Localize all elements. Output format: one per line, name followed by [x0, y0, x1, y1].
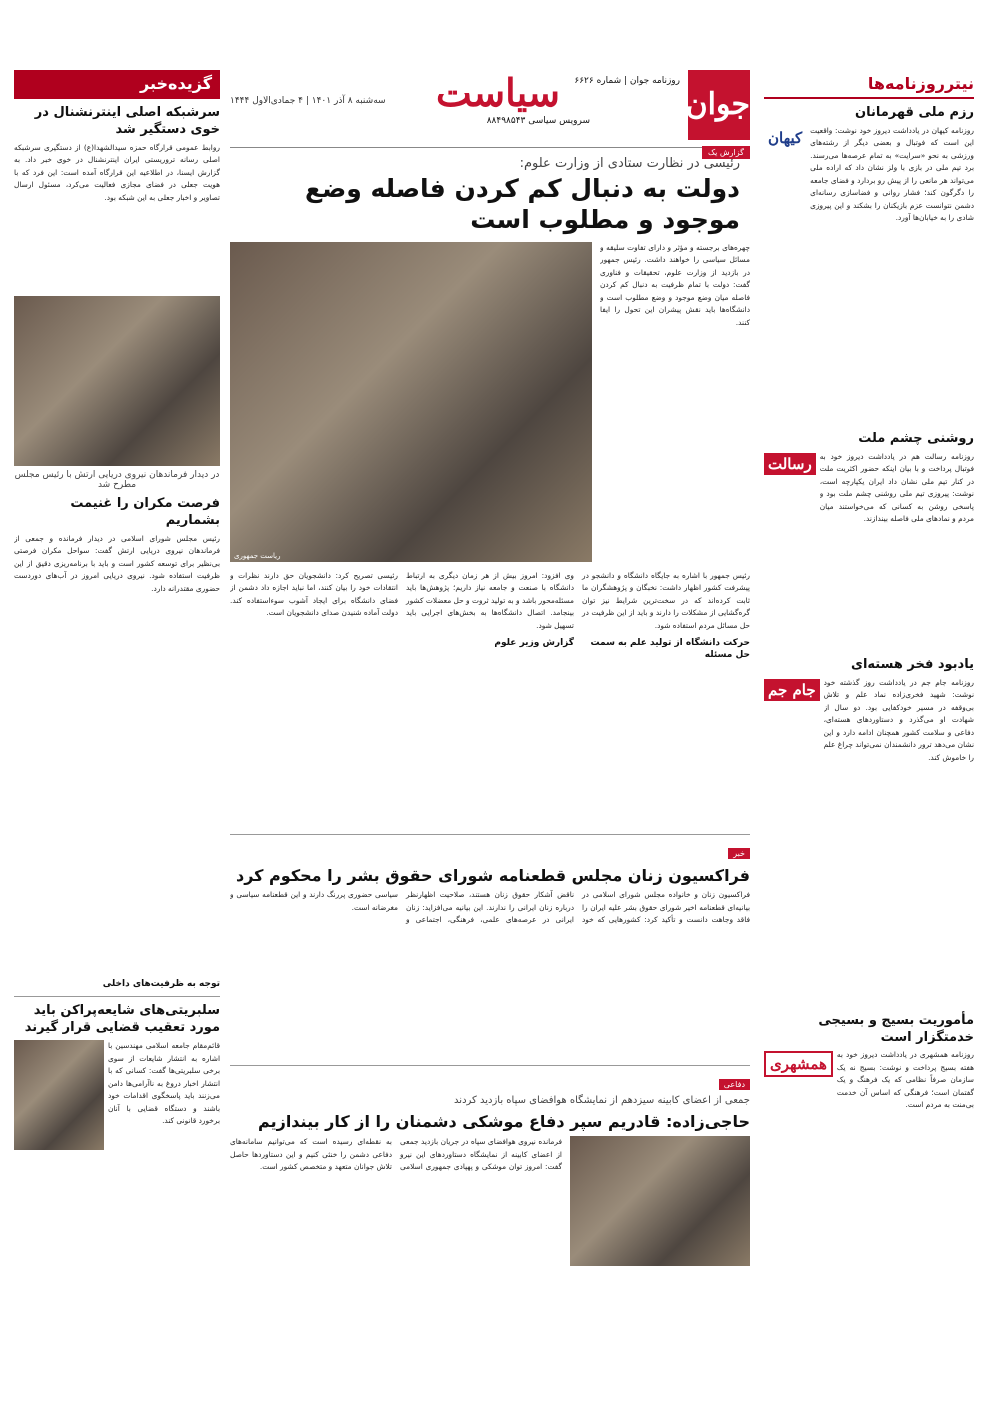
- item-title: یادبود فخر هسته‌ای: [851, 656, 974, 672]
- lead-photo: [230, 242, 592, 562]
- news-caption: در دیدار فرماندهان نیروی دریایی ارتش با رئیس مجلس مطرح شد: [14, 469, 220, 490]
- story-body: فراکسیون زنان و خانواده مجلس شورای اسلامی در بیانیه‌ای قطعنامه اخیر شورای حقوق بشر علیه ایران را فاقد وجاهت دانست و تأکید کرد: کشورهایی که خود ناقض آشکار حقوق زنان هستند، صلاحیت اظهارنظر درباره زنان ایرانی را ندارند. این بیانیه می‌افزاید: زنان ایرانی در عرصه‌های علمی، فرهنگی، اجتماعی و سیاسی حضوری پررنگ دارند و این قطعنامه سیاسی و مغرضانه است.: [230, 890, 750, 925]
- news-body: رئیس مجلس شورای اسلامی در دیدار فرمانده و جمعی از فرماندهان نیروی دریایی ارتش گفت: سواحل مکران فرصتی بی‌نظیر برای توسعه کشور است و باید با برنامه‌ریزی دقیق از این ظرفیت استفاده شود. نیروی دریایی امروز در آب‌های دوردست حضوری مقتدرانه دارد.: [14, 533, 220, 593]
- item-title: رزم ملی قهرمانان: [854, 105, 974, 120]
- paper-logo: کیهان: [768, 128, 803, 147]
- news-title: فرصت مکران را غنیمت بشماریم: [70, 495, 220, 528]
- news-title: سلبریتی‌های شایعه‌پراکن باید مورد تعقیب قضایی قرار گیرند: [24, 1003, 220, 1036]
- story-photo: [570, 1136, 750, 1266]
- story-headline: حاجی‌زاده: قادریم سپر دفاع موشکی دشمنان را از کار بیندازیم: [258, 1112, 750, 1132]
- story-body: فرمانده نیروی هوافضای سپاه در جریان بازدید جمعی از اعضای کابینه از نمایشگاه دستاوردهای این نیرو گفت: امروز توان موشکی و پهپادی جمهوری اسلامی به نقطه‌ای رسیده است که می‌توانیم سامانه‌های دفاعی دشمن را خنثی کنیم و این دستاوردها حاصل تلاش جوانان متعهد و متخصص کشور است.: [230, 1137, 562, 1172]
- brand-logo: جوان: [688, 70, 750, 140]
- item-body: روزنامه کیهان در یادداشت دیروز خود نوشت: واقعیت این است که فوتبال و بعضی دیگر از رشته‌های ورزشی به نحو «سرایت» به تمام عرصه‌ها می‌رسند. برد تیم ملی در بازی با ولز نشان داد که اراده ملی می‌تواند هر مانعی را از پیش رو بردارد و فضای جامعه را دگرگون کند؛ فشار روانی و فضاسازی رسانه‌ای دشمن نتوانست عزم بازیکنان را بشکند و این پیروزی شادی را به خیابان‌ها آورد.: [810, 125, 974, 223]
- lead-column-2: وی افزود: امروز بیش از هر زمان دیگری به ارتباط دانشگاه با صنعت و جامعه نیاز داریم؛ پژوهش‌ها باید مسئله‌محور باشد و به تولید ثروت و حل معضلات کشور بینجامد. اتصال دانشگاه‌ها به بخش‌های اجرایی باید تسهیل شود.: [406, 570, 574, 630]
- issue-date: سه‌شنبه ۸ آذر ۱۴۰۱ | ۴ جمادی‌الاول ۱۴۴۴: [230, 96, 386, 106]
- news-body: قائم‌مقام جامعه اسلامی مهندسین با اشاره به انتشار شایعات از سوی برخی سلبریتی‌ها گفت: کسانی که با انتشار اخبار دروغ به ناآرامی‌ها دامن می‌زنند باید پاسخگوی اقدامات خود باشند و دستگاه قضایی با آنان برخورد قانونی کند.: [108, 1041, 220, 1126]
- item-body: روزنامه رسالت هم در یادداشت دیروز خود به فوتبال پرداخت و با بیان اینکه حضور اکثریت ملت در کنار تیم ملی نشان داد ایران یکپارچه است، نوشت: پیروزی تیم ملی روشنی چشم ملت بود و پاسخی روشن به کسانی که می‌خواستند میان مردم و نمادهای ملی فاصله بیندازند.: [819, 451, 974, 524]
- right-column-header: نیترروزنامه‌ها: [764, 70, 974, 99]
- lead-intro: چهره‌های برجسته و مؤثر و دارای تفاوت سلیقه و مسائل سیاسی را خواهند داشت. رئیس جمهور در بازدید از وزارت علوم، تحقیقات و فناوری گفت: دولت با تمام ظرفیت به دنبال کم کردن فاصله میان وضع موجود و وضع مطلوب است و دانشگاه‌ها باید نقش پیشران این تحول را ایفا کنند.: [600, 242, 750, 327]
- news-body: روابط عمومی قرارگاه حمزه سیدالشهدا(ع) از دستگیری سرشبکه اصلی رسانه تروریستی ایران اینترنشنال در خوی خبر داد. به گزارش ایسنا، در اطلاعیه این قرارگاه آمده است: این فرد که با هویت جعلی در فضای مجازی فعالیت می‌کرد، مسئول ارسال تصاویر و اخبار جعلی به این شبکه بود.: [14, 142, 220, 202]
- left-column: [14, 70, 220, 1390]
- lead-subhead: حرکت دانشگاه از تولید علم به سمت حل مسئله: [590, 638, 750, 660]
- lead-headline: دولت به دنبال کم کردن فاصله وضع موجود و مطلوب است: [305, 174, 740, 235]
- news-photo: [14, 296, 220, 466]
- lead-kicker: رئیسی در نظارت ستادی از وزارت علوم:: [519, 156, 740, 171]
- report-kicker: گزارش یک: [702, 146, 750, 159]
- brand-subtitle: روزنامه جوان | شماره ۶۶۲۶: [574, 76, 680, 86]
- paper-logo: رسالت: [764, 453, 816, 475]
- item-body: روزنامه همشهری در یادداشت دیروز خود به هفته بسیج پرداخت و نوشت: بسیج نه یک سازمان صرفاً نظامی که یک فرهنگ و یک گفتمان است؛ فرهنگی که اساس آن خدمت بی‌منت به مردم است.: [836, 1050, 974, 1110]
- story-kicker: جمعی از اعضای کابینه سیزدهم از نمایشگاه هوافضای سپاه بازدید کردند: [454, 1095, 750, 1107]
- item-body: روزنامه جام جم در یادداشت روز گذشته خود نوشت: شهید فخری‌زاده نماد علم و تلاش بی‌وقفه در مسیر خودکفایی بود. دو سال از شهادت او می‌گذرد و دستاوردهای هسته‌ای، دفاعی و سلامت کشور همچنان ادامه دارد و این نشان می‌دهد ترور دانشمندان نمی‌تواند چراغ علم را خاموش کند.: [823, 677, 974, 762]
- news-subhead: توجه به ظرفیت‌های داخلی: [102, 978, 220, 989]
- lead-subhead: گزارش وزیر علوم: [494, 638, 574, 648]
- photo-caption: ریاست جمهوری: [234, 551, 281, 560]
- center-column: [230, 70, 750, 1390]
- item-title: روشنی چشم ملت: [858, 430, 974, 446]
- story-headline: فراکسیون زنان مجلس قطعنامه شورای حقوق بشر را محکوم کرد: [236, 865, 750, 885]
- section-title: سیاست: [435, 70, 560, 115]
- right-column: [764, 70, 974, 1390]
- news-title: سرشبکه اصلی اینترنشنال در خوی دستگیر شد: [34, 105, 220, 137]
- section-subtitle: سرویس سیاسی ۸۸۴۹۸۵۴۳: [486, 116, 590, 126]
- lead-column-1: رئیس جمهور با اشاره به جایگاه دانشگاه و دانشجو در پیشرفت کشور اظهار داشت: نخبگان و پژوهشگران ما ثابت کرده‌اند که در سخت‌ترین شرایط نیز توان گره‌گشایی از مشکلات را دارند و باید از این ظرفیت در حل مسائل مردم استفاده شود.: [582, 570, 750, 630]
- lead-column-3: رئیسی تصریح کرد: دانشجویان حق دارند نظرات و انتقادات خود را بیان کنند، اما نباید اجازه داد دشمن از فضای دانشگاه برای ایجاد آشوب سوءاستفاده کند. دولت آماده شنیدن صدای دانشجویان است.: [230, 570, 398, 617]
- paper-logo: همشهری: [764, 1051, 833, 1077]
- story-label: خبر: [728, 848, 750, 859]
- item-title: مأموریت بسیج و بسیجی خدمتگزار است: [818, 1012, 974, 1045]
- news-photo: [14, 1040, 104, 1150]
- story-label: دفاعی: [719, 1079, 750, 1090]
- paper-logo: جام جم: [764, 679, 820, 701]
- left-column-header: گزیده‌خبر: [14, 70, 220, 99]
